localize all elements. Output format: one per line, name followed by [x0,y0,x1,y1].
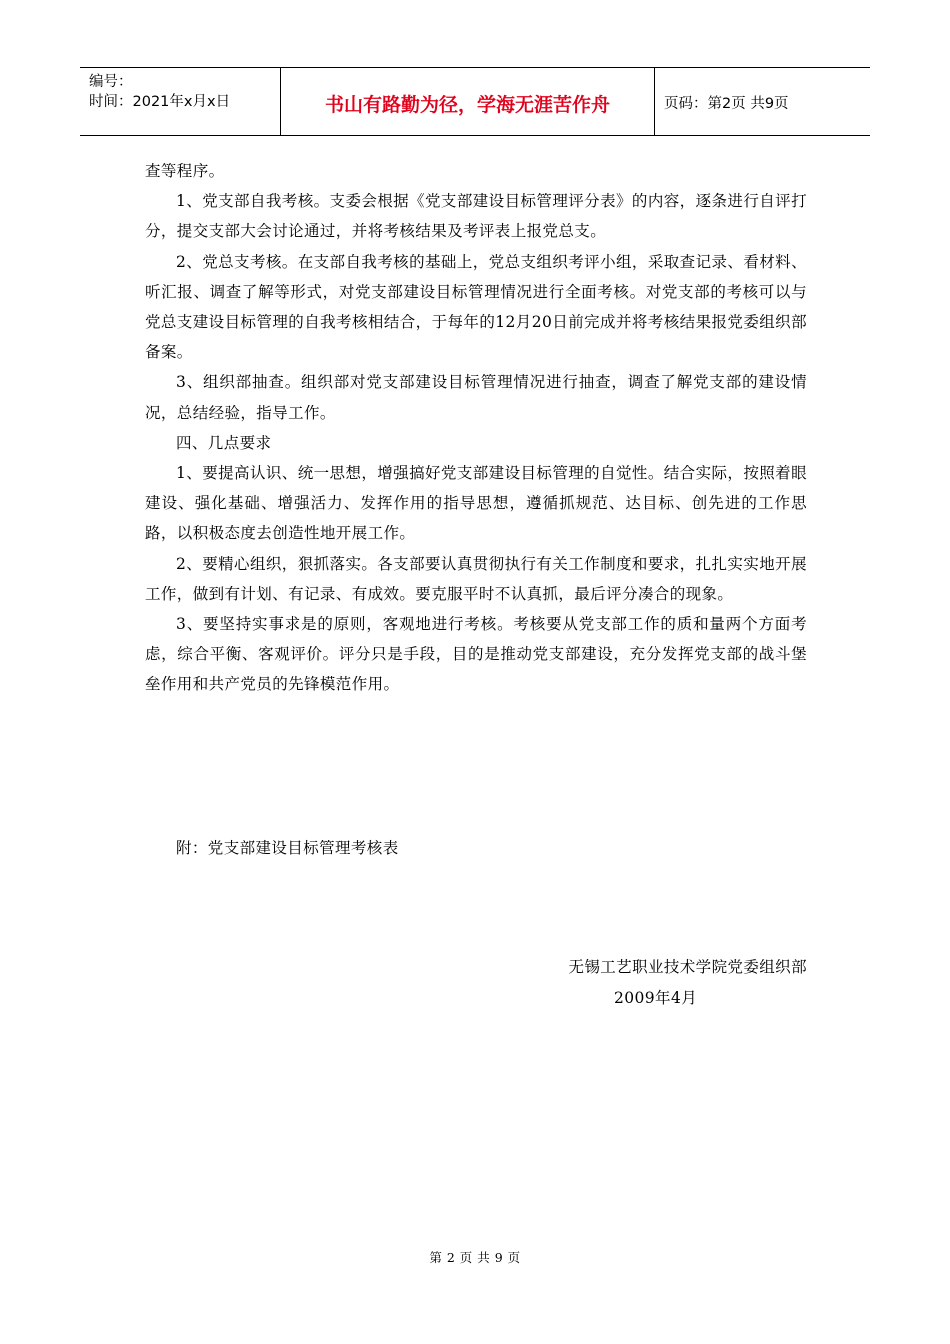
document-time-label: 时间：2021年x月x日 [89,94,231,110]
header-table [80,67,870,136]
body-paragraph: 1、党支部自我考核。支委会根据《党支部建设目标管理评分表》的内容，逐条进行自评打分，提交支部大会讨论通过，并将考核结果及考评表上报党总支。 [145,192,807,241]
body-paragraph: 查等程序。 [145,162,225,180]
header-page-code: 页码：第2页 共9页 [664,96,789,112]
body-paragraph: 2、要精心组织，狠抓落实。各支部要认真贯彻执行有关工作制度和要求，扎扎实实地开展工作，做到有计划、有记录、有成效。要克服平时不认真抓，最后评分凑合的现象。 [145,554,807,603]
document-number-label: 编号： [89,74,133,90]
header-meta-cell [80,68,281,135]
body-paragraph: 3、组织部抽查。组织部对党支部建设目标管理情况进行抽查，调查了解党支部的建设情况，总结经验，指导工作。 [145,373,807,422]
body-paragraph: 1、要提高认识、统一思想，增强搞好党支部建设目标管理的自觉性。结合实际，按照着眼建设、强化基础、增强活力、发挥作用的指导思想，遵循抓规范、达目标、创先进的工作思路，以积极态度去创造性地开展工作。 [145,464,807,543]
document-body [145,156,807,700]
signature-organization: 无锡工艺职业技术学院党委组织部 [568,958,807,976]
body-paragraph: 2、党总支考核。在支部自我考核的基础上，党总支组织考评小组，采取查记录、看材料、听汇报、调查了解等形式，对党支部建设目标管理情况进行全面考核。对党支部的考核可以与党总支建设目标管理的自我考核相结合，于每年的12月20日前完成并将考核结果报党委组织部备案。 [145,252,807,362]
body-paragraph: 3、要坚持实事求是的原则，客观地进行考核。考核要从党支部工作的质和量两个方面考虑，综合平衡、客观评价。评分只是手段，目的是推动党支部建设，充分发挥党支部的战斗堡垒作用和共产党员的先锋模范作用。 [145,615,807,694]
signature-date: 2009年4月 [614,989,698,1007]
header-motto: 书山有路勤为径，学海无涯苦作舟 [281,68,655,135]
page-footer: 第 2 页 共 9 页 [429,1250,521,1265]
section-heading: 四、几点要求 [176,433,272,452]
attachment-note: 附：党支部建设目标管理考核表 [176,839,399,857]
